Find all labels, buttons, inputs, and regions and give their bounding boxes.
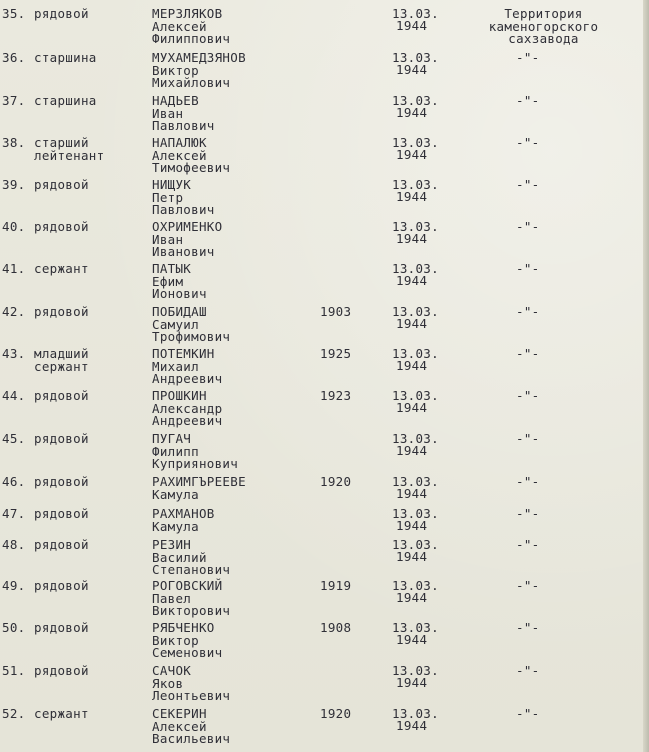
burial-place-ditto: -"- — [516, 219, 540, 234]
row-number: 39. — [2, 177, 26, 192]
death-date — [392, 52, 439, 76]
burial-place-ditto: -"- — [516, 663, 540, 678]
row-number: 51. — [2, 663, 26, 678]
burial-place-ditto: -"- — [516, 578, 540, 593]
death-year: 1944 — [396, 17, 428, 33]
patronymic: Павлович — [152, 202, 215, 217]
death-day-month: 13.03. — [392, 706, 439, 721]
given-name: Александр — [152, 400, 223, 416]
surname: НАДЬЕВ — [152, 93, 199, 108]
death-date — [392, 622, 439, 646]
full-name — [152, 622, 222, 660]
death-date — [392, 580, 439, 604]
rank: рядовой — [34, 219, 89, 234]
patronymic: Семенович — [152, 645, 223, 660]
death-date — [392, 95, 439, 119]
burial-place: Территория каменогорского сахзавода — [488, 6, 599, 46]
surname: ПОТЕМКИН — [152, 346, 215, 361]
death-date — [392, 476, 439, 500]
patronymic: Степанович — [152, 562, 231, 577]
burial-place-ditto: -"- — [516, 135, 540, 150]
patronymic: Ионович — [152, 286, 207, 301]
death-date — [392, 221, 439, 245]
row-number: 35. — [2, 6, 26, 21]
full-name — [152, 580, 230, 618]
row-number: 44. — [2, 388, 26, 403]
death-day-month: 13.03. — [392, 93, 439, 108]
row-number: 52. — [2, 706, 26, 721]
surname: МУХАМЕДЗЯНОВ — [152, 50, 246, 65]
full-name — [152, 306, 230, 344]
full-name — [152, 390, 222, 428]
death-day-month: 13.03. — [392, 578, 439, 593]
death-date — [392, 708, 439, 732]
burial-place-ditto: -"- — [516, 261, 540, 276]
surname: СЕКЕРИН — [152, 706, 207, 721]
full-name — [152, 665, 230, 703]
patronymic: Михайлович — [152, 75, 231, 90]
death-day-month: 13.03. — [392, 620, 439, 635]
full-name — [152, 539, 230, 577]
surname: НАПАЛЮК — [152, 135, 207, 150]
birth-year: 1920 — [320, 474, 352, 489]
death-day-month: 13.03. — [392, 663, 439, 678]
death-year: 1944 — [396, 399, 428, 415]
death-year: 1944 — [396, 230, 428, 246]
rank: сержант — [34, 706, 89, 721]
death-year: 1944 — [396, 717, 428, 733]
death-year: 1944 — [396, 272, 428, 288]
rank: рядовой — [34, 537, 89, 552]
burial-place-ditto: -"- — [516, 304, 540, 319]
surname: РАХМАНОВ — [152, 506, 215, 521]
death-year: 1944 — [396, 315, 428, 331]
page-edge — [643, 0, 649, 752]
patronymic: Павлович — [152, 118, 215, 133]
burial-place-ditto: -"- — [516, 431, 540, 446]
death-year: 1944 — [396, 631, 428, 647]
death-day-month: 13.03. — [392, 431, 439, 446]
death-day-month: 13.03. — [392, 261, 439, 276]
surname: САЧОК — [152, 663, 192, 678]
death-year: 1944 — [396, 357, 428, 373]
full-name — [152, 476, 246, 501]
burial-place-ditto: -"- — [516, 506, 540, 521]
given-name: Алексей — [152, 18, 207, 34]
full-name — [152, 221, 222, 259]
burial-place-ditto: -"- — [516, 474, 540, 489]
given-name: Ефим — [152, 273, 184, 289]
burial-place-ditto: -"- — [516, 620, 540, 635]
given-name: Павел — [152, 590, 192, 606]
surname: МЕРЗЛЯКОВ — [152, 6, 223, 21]
death-year: 1944 — [396, 61, 428, 77]
birth-year: 1903 — [320, 304, 352, 319]
given-name: Иван — [152, 105, 184, 121]
burial-place-ditto: -"- — [516, 346, 540, 361]
given-name: Камула — [152, 518, 199, 534]
birth-year: 1919 — [320, 578, 352, 593]
given-name: Виктор — [152, 632, 199, 648]
birth-year: 1920 — [320, 706, 352, 721]
rank: сержант — [34, 261, 89, 276]
given-name: Самуил — [152, 316, 199, 332]
burial-place-ditto: -"- — [516, 388, 540, 403]
burial-place-ditto: -"- — [516, 93, 540, 108]
given-name: Яков — [152, 675, 184, 691]
given-name: Алексей — [152, 147, 207, 163]
full-name — [152, 348, 222, 386]
death-year: 1944 — [396, 442, 428, 458]
rank: рядовой — [34, 663, 89, 678]
death-day-month: 13.03. — [392, 219, 439, 234]
death-year: 1944 — [396, 674, 428, 690]
surname: ПУГАЧ — [152, 431, 192, 446]
surname: ПРОШКИН — [152, 388, 207, 403]
death-day-month: 13.03. — [392, 474, 439, 489]
death-date — [392, 433, 439, 457]
death-date — [392, 179, 439, 203]
birth-year: 1908 — [320, 620, 352, 635]
patronymic: Леонтьевич — [152, 688, 231, 703]
row-number: 50. — [2, 620, 26, 635]
death-year: 1944 — [396, 517, 428, 533]
death-date — [392, 390, 439, 414]
death-day-month: 13.03. — [392, 6, 439, 21]
death-day-month: 13.03. — [392, 346, 439, 361]
given-name: Виктор — [152, 62, 199, 78]
death-day-month: 13.03. — [392, 177, 439, 192]
death-date — [392, 263, 439, 287]
death-year: 1944 — [396, 485, 428, 501]
death-year: 1944 — [396, 548, 428, 564]
rank: рядовой — [34, 578, 89, 593]
death-year: 1944 — [396, 146, 428, 162]
row-number: 46. — [2, 474, 26, 489]
full-name — [152, 95, 215, 133]
surname: ПАТЫК — [152, 261, 192, 276]
rank: рядовой — [34, 388, 89, 403]
birth-year: 1923 — [320, 388, 352, 403]
surname: РЕЗИН — [152, 537, 192, 552]
rank: рядовой — [34, 620, 89, 635]
surname: РЯБЧЕНКО — [152, 620, 215, 635]
surname: НИЩУК — [152, 177, 192, 192]
full-name — [152, 52, 246, 90]
surname: ОХРИМЕНКО — [152, 219, 223, 234]
full-name — [152, 137, 230, 175]
row-number: 38. — [2, 135, 26, 150]
row-number: 37. — [2, 93, 26, 108]
row-number: 49. — [2, 578, 26, 593]
death-date — [392, 539, 439, 563]
patronymic: Филиппович — [152, 31, 231, 46]
death-year: 1944 — [396, 589, 428, 605]
death-date — [392, 137, 439, 161]
full-name — [152, 179, 215, 217]
row-number: 43. — [2, 346, 26, 361]
full-name — [152, 433, 238, 471]
death-date — [392, 508, 439, 532]
death-day-month: 13.03. — [392, 537, 439, 552]
rank: рядовой — [34, 177, 89, 192]
given-name: Иван — [152, 231, 184, 247]
surname: ПОБИДАШ — [152, 304, 207, 319]
patronymic: Васильевич — [152, 731, 231, 746]
rank: старший лейтенант — [34, 135, 105, 163]
patronymic: Андреевич — [152, 413, 223, 428]
patronymic: Куприянович — [152, 456, 239, 471]
burial-place-ditto: -"- — [516, 706, 540, 721]
row-number: 42. — [2, 304, 26, 319]
full-name — [152, 263, 207, 301]
full-name — [152, 508, 215, 533]
row-number: 36. — [2, 50, 26, 65]
surname: РАХИМГЪРЕЕВЕ — [152, 474, 246, 489]
death-date — [392, 306, 439, 330]
row-number: 41. — [2, 261, 26, 276]
death-day-month: 13.03. — [392, 506, 439, 521]
rank: рядовой — [34, 474, 89, 489]
death-day-month: 13.03. — [392, 50, 439, 65]
birth-year: 1925 — [320, 346, 352, 361]
surname: РОГОВСКИЙ — [152, 578, 223, 593]
patronymic: Викторович — [152, 603, 231, 618]
patronymic: Иванович — [152, 244, 215, 259]
full-name — [152, 708, 230, 746]
row-number: 48. — [2, 537, 26, 552]
death-year: 1944 — [396, 188, 428, 204]
death-day-month: 13.03. — [392, 304, 439, 319]
death-date — [392, 348, 439, 372]
given-name: Камула — [152, 486, 199, 502]
patronymic: Трофимович — [152, 329, 231, 344]
row-number: 47. — [2, 506, 26, 521]
given-name: Филипп — [152, 443, 199, 459]
rank: рядовой — [34, 6, 89, 21]
death-year: 1944 — [396, 104, 428, 120]
given-name: Василий — [152, 549, 207, 565]
patronymic: Андреевич — [152, 371, 223, 386]
row-number: 45. — [2, 431, 26, 446]
death-date — [392, 8, 439, 32]
rank: старшина — [34, 93, 97, 108]
death-day-month: 13.03. — [392, 388, 439, 403]
death-day-month: 13.03. — [392, 135, 439, 150]
rank: старшина — [34, 50, 97, 65]
given-name: Михаил — [152, 358, 199, 374]
burial-place-ditto: -"- — [516, 50, 540, 65]
given-name: Алексей — [152, 718, 207, 734]
burial-place-ditto: -"- — [516, 537, 540, 552]
row-number: 40. — [2, 219, 26, 234]
full-name — [152, 8, 230, 46]
rank: младший сержант — [34, 346, 89, 374]
rank: рядовой — [34, 431, 89, 446]
death-date — [392, 665, 439, 689]
patronymic: Тимофеевич — [152, 160, 231, 175]
burial-place-ditto: -"- — [516, 177, 540, 192]
given-name: Петр — [152, 189, 184, 205]
rank: рядовой — [34, 304, 89, 319]
rank: рядовой — [34, 506, 89, 521]
